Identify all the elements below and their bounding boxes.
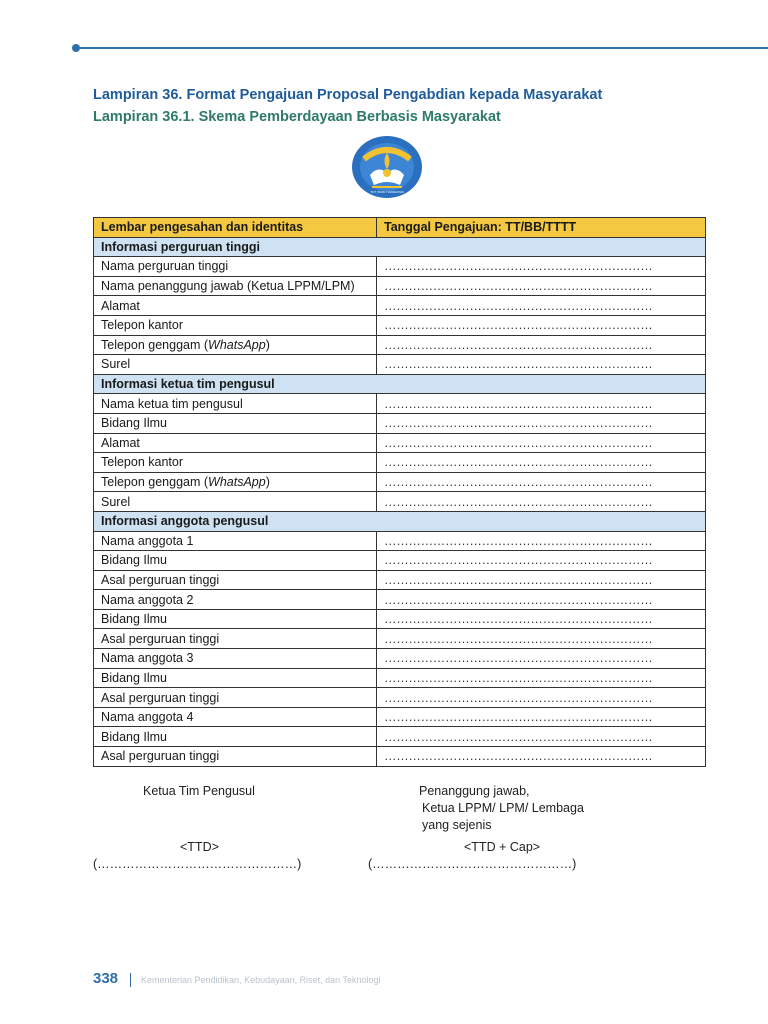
field-label: Bidang Ilmu xyxy=(94,413,377,433)
field-value-placeholder: ………………………………………………………… xyxy=(377,335,706,355)
table-row xyxy=(94,551,706,571)
field-label-suffix: ) xyxy=(265,337,270,352)
section-row xyxy=(94,374,706,394)
table-row xyxy=(94,355,706,375)
field-label-prefix: Telepon genggam ( xyxy=(101,475,209,490)
section-row xyxy=(94,511,706,531)
field-label: Nama anggota 4 xyxy=(94,707,377,727)
field-value-placeholder: ………………………………………………………… xyxy=(377,433,706,453)
left-name-line: (…………………………………………) xyxy=(93,857,302,871)
field-label: Telepon kantor xyxy=(94,453,377,473)
right-ttd: <TTD + Cap> xyxy=(464,840,541,854)
table-row xyxy=(94,668,706,688)
field-value-placeholder: ………………………………………………………… xyxy=(377,413,706,433)
field-label: Bidang Ilmu xyxy=(94,551,377,571)
field-value-placeholder: ………………………………………………………… xyxy=(377,570,706,590)
footer-publisher: Kementerian Pendidikan, Kebudayaan, Riset, dan Teknologi xyxy=(141,975,381,985)
field-label: Asal perguruan tinggi xyxy=(94,570,377,590)
field-label-emphasis: WhatsApp xyxy=(208,475,266,490)
top-rule xyxy=(76,47,768,49)
field-label: Bidang Ilmu xyxy=(94,727,377,747)
field-value-placeholder: ………………………………………………………… xyxy=(377,590,706,610)
table-row xyxy=(94,276,706,296)
field-label: Nama anggota 3 xyxy=(94,649,377,669)
field-value-placeholder: ………………………………………………………… xyxy=(377,668,706,688)
field-value-placeholder: ………………………………………………………… xyxy=(377,453,706,473)
table-row xyxy=(94,629,706,649)
field-label: Nama penanggung jawab (Ketua LPPM/LPM) xyxy=(94,276,377,296)
field-label-suffix: ) xyxy=(265,475,270,490)
tut-wuri-handayani-logo xyxy=(350,135,424,199)
right-signer-title-3: yang sejenis xyxy=(422,818,492,832)
field-label: Telepon kantor xyxy=(94,315,377,335)
field-value-placeholder: ………………………………………………………… xyxy=(377,296,706,316)
field-label: Nama ketua tim pengusul xyxy=(94,394,377,414)
field-label: Asal perguruan tinggi xyxy=(94,747,377,767)
field-label: Nama anggota 1 xyxy=(94,531,377,551)
table-row xyxy=(94,453,706,473)
field-label: Alamat xyxy=(94,433,377,453)
table-row xyxy=(94,688,706,708)
right-name-line: (…………………………………………) xyxy=(368,857,577,871)
field-label-prefix: Telepon genggam ( xyxy=(101,337,209,352)
left-ttd: <TTD> xyxy=(180,840,219,854)
field-label: Bidang Ilmu xyxy=(94,609,377,629)
field-value-placeholder: ………………………………………………………… xyxy=(377,394,706,414)
field-label: Surel xyxy=(94,355,377,375)
field-value-placeholder: ………………………………………………………… xyxy=(377,688,706,708)
footer-divider xyxy=(130,973,131,987)
table-row xyxy=(94,727,706,747)
table-row xyxy=(94,413,706,433)
table-row xyxy=(94,315,706,335)
left-signer-title: Ketua Tim Pengusul xyxy=(143,784,255,798)
field-label: Asal perguruan tinggi xyxy=(94,629,377,649)
field-label: Asal perguruan tinggi xyxy=(94,688,377,708)
section-title: Informasi ketua tim pengusul xyxy=(94,374,706,394)
field-label xyxy=(94,472,377,492)
right-signer-title-2: Ketua LPPM/ LPM/ Lembaga xyxy=(422,801,584,815)
table-header-row xyxy=(94,218,706,238)
field-value-placeholder: ………………………………………………………… xyxy=(377,747,706,767)
table-row xyxy=(94,609,706,629)
table-row xyxy=(94,590,706,610)
header-right: Tanggal Pengajuan: TT/BB/TTTT xyxy=(377,218,706,238)
field-value-placeholder: ………………………………………………………… xyxy=(377,707,706,727)
section-row xyxy=(94,237,706,257)
table-row xyxy=(94,531,706,551)
table-row xyxy=(94,257,706,277)
field-value-placeholder: ………………………………………………………… xyxy=(377,551,706,571)
field-value-placeholder: ………………………………………………………… xyxy=(377,315,706,335)
field-label: Nama perguruan tinggi xyxy=(94,257,377,277)
field-label: Bidang Ilmu xyxy=(94,668,377,688)
field-value-placeholder: ………………………………………………………… xyxy=(377,649,706,669)
table-row xyxy=(94,747,706,767)
table-row xyxy=(94,492,706,512)
table-row xyxy=(94,570,706,590)
identity-form-table xyxy=(93,217,706,767)
field-value-placeholder: ………………………………………………………… xyxy=(377,609,706,629)
right-signer-title-1: Penanggung jawab, xyxy=(419,784,530,798)
page-title: Lampiran 36. Format Pengajuan Proposal Pengabdian kepada Masyarakat xyxy=(93,87,603,103)
field-value-placeholder: ………………………………………………………… xyxy=(377,492,706,512)
top-rule-dot xyxy=(72,44,80,52)
table-row xyxy=(94,335,706,355)
field-label-emphasis: WhatsApp xyxy=(208,337,266,352)
field-value-placeholder: ………………………………………………………… xyxy=(377,629,706,649)
field-value-placeholder: ………………………………………………………… xyxy=(377,355,706,375)
table-row xyxy=(94,707,706,727)
field-value-placeholder: ………………………………………………………… xyxy=(377,276,706,296)
header-left: Lembar pengesahan dan identitas xyxy=(94,218,377,238)
field-label: Nama anggota 2 xyxy=(94,590,377,610)
table-row xyxy=(94,472,706,492)
field-label: Surel xyxy=(94,492,377,512)
page-subtitle: Lampiran 36.1. Skema Pemberdayaan Berbasis Masyarakat xyxy=(93,109,501,125)
table-row xyxy=(94,433,706,453)
table-row xyxy=(94,296,706,316)
section-title: Informasi perguruan tinggi xyxy=(94,237,706,257)
field-value-placeholder: ………………………………………………………… xyxy=(377,531,706,551)
field-label: Alamat xyxy=(94,296,377,316)
field-label xyxy=(94,335,377,355)
section-title: Informasi anggota pengusul xyxy=(94,511,706,531)
field-value-placeholder: ………………………………………………………… xyxy=(377,472,706,492)
field-value-placeholder: ………………………………………………………… xyxy=(377,727,706,747)
logo-text: TUT WURI HANDAYANI xyxy=(370,190,404,194)
table-row xyxy=(94,394,706,414)
field-value-placeholder: ………………………………………………………… xyxy=(377,257,706,277)
page-number: 338 xyxy=(93,970,119,987)
table-row xyxy=(94,649,706,669)
